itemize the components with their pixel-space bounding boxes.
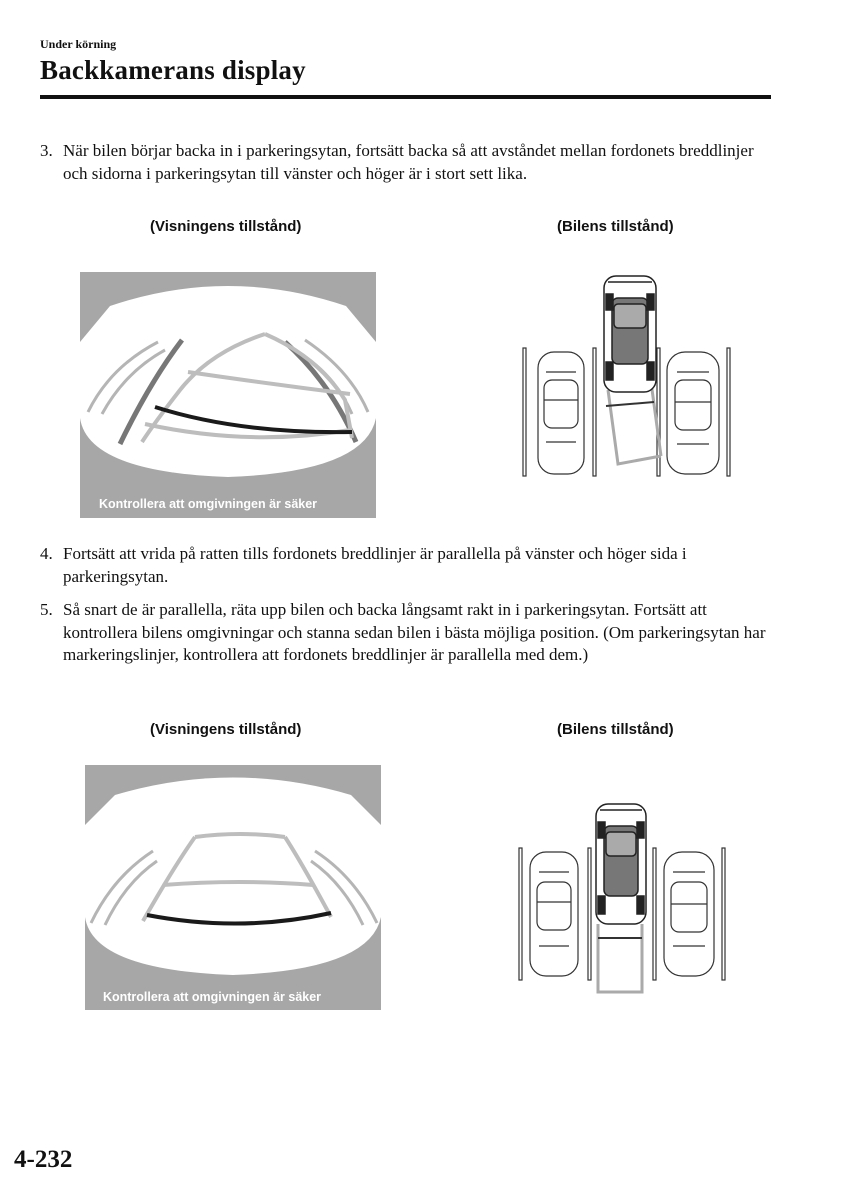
own-car [604, 276, 656, 392]
bay-line-left-inner [588, 848, 591, 980]
bay-line-left-inner [593, 348, 596, 476]
section-label: Under körning [40, 37, 117, 51]
bay-line-right-inner [653, 848, 656, 980]
safety-warning-text: Kontrollera att omgivningen är säker [98, 497, 318, 511]
page-number: 4-232 [14, 1146, 73, 1173]
step-text: Så snart de är parallella, räta upp bilen och backa långsamt rakt in i parkeringsytan. Fortsätt att kontrollera bilens omgivningar och stanna sedan bilen i bästa möjliga position. (Om parkeringsytan har markeringslinjer, kontrollera att fordonets breddlinjer är parallella med dem.) [63, 600, 766, 664]
step-3 [40, 140, 780, 185]
parking-target-frame [606, 382, 661, 464]
display-caption: (Visningens tillstånd) [150, 721, 302, 738]
camera-display-straight [85, 765, 381, 1010]
step-number: 4. [40, 544, 53, 563]
vehicle-caption: (Bilens tillstånd) [557, 721, 674, 738]
step-number: 5. [40, 600, 53, 619]
vehicle-top-view-turning [520, 272, 732, 482]
bay-line-left-outer [523, 348, 526, 476]
parked-car-right [664, 852, 714, 976]
camera-display-turning [80, 272, 376, 518]
bay-line-right-outer [727, 348, 730, 476]
step-text: När bilen börjar backa in i parkeringsytan, fortsätt backa så att avståndet mellan fordonets breddlinjer och sidorna i parkeringsytan till vänster och höger är i stort sett lika. [63, 141, 754, 183]
page-title: Backkamerans display [40, 55, 306, 85]
own-car [596, 804, 646, 924]
parked-car-left [538, 352, 584, 474]
display-caption: (Visningens tillstånd) [150, 218, 302, 235]
safety-warning-text: Kontrollera att omgivningen är säker [102, 990, 322, 1004]
parking-target-frame [598, 924, 642, 992]
step-text: Fortsätt att vrida på ratten tills fordonets breddlinjer är parallella på vänster och höger sida i parkeringsytan. [63, 544, 687, 586]
parked-car-left [530, 852, 578, 976]
step-number: 3. [40, 141, 53, 160]
bay-line-left-outer [519, 848, 522, 980]
vehicle-top-view-straight [516, 800, 726, 996]
vehicle-caption: (Bilens tillstånd) [557, 218, 674, 235]
bay-line-right-outer [722, 848, 725, 980]
parked-car-right [667, 352, 719, 474]
step-4 [40, 543, 780, 588]
title-rule [40, 95, 771, 99]
step-5 [40, 599, 780, 667]
display-view-area [85, 778, 381, 976]
